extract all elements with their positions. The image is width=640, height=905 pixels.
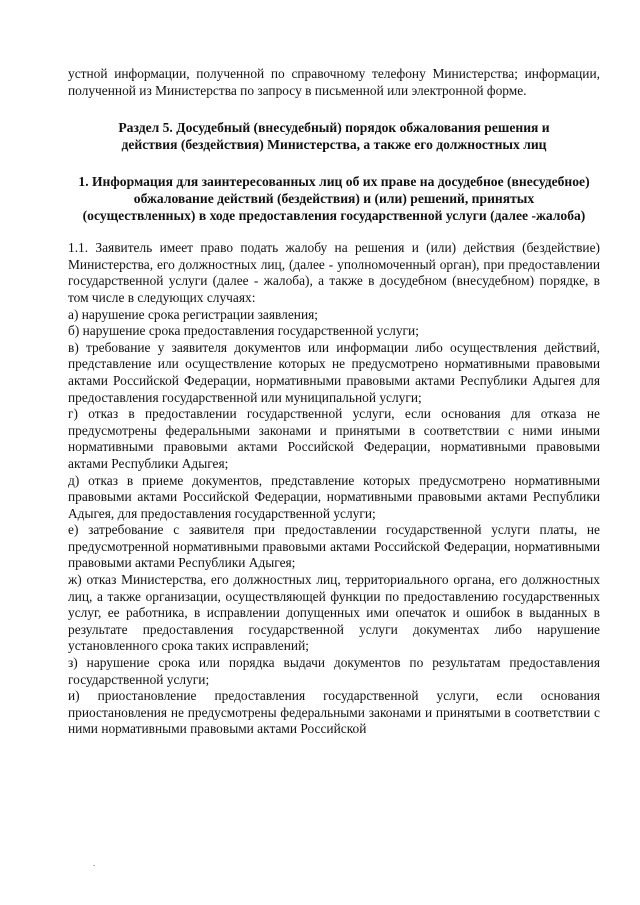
list-item: и) приостановление предоставления государственной услуги, если основания приостановления не предусмотрены федеральными законами и принятыми в соответствии с ними нормативными правовыми актами Российской xyxy=(68,688,600,737)
paragraph-1-1: 1.1. Заявитель имеет право подать жалобу на решения и (или) действия (бездействие) Министерства, его должностных лиц, (далее - уполномоченный орган), при предоставлении государственной услуги (далее - жалоба), а также в досудебном (внесудебном) порядке, в том числе в следующих случаях: xyxy=(68,240,600,305)
list-item: з) нарушение срока или порядка выдачи документов по результатам предоставления государственной услуги; xyxy=(68,655,600,687)
list-item: е) затребование с заявителя при предоставлении государственной услуги платы, не предусмотренной нормативными правовыми актами Российской Федерации, нормативными правовыми актами Республики Адыгея; xyxy=(68,522,600,571)
list-item: а) нарушение срока регистрации заявления; xyxy=(68,306,318,322)
list-item: в) требование у заявителя документов или информации либо осуществления действий, представление или осуществление которых не предусмотрено нормативными правовыми актами Российской Федерации, нормативными правовыми актами Республики Адыгея для предоставления государственной или муниципальной услуги; xyxy=(68,339,600,405)
list-item: б) нарушение срока предоставления государственной услуги; xyxy=(68,323,419,339)
list-item: д) отказ в приеме документов, представление которых предусмотрено нормативными правовыми актами Российской Федерации, нормативными правовыми актами Республики Адыгея, для предоставления государственной услуги; xyxy=(68,472,600,521)
section-5-heading: Раздел 5. Досудебный (внесудебный) порядок обжалования решения и действия (бездействия) Министерства, а также его должностных лиц xyxy=(118,120,550,153)
footer-mark: . xyxy=(93,858,96,868)
document-page xyxy=(68,66,600,738)
list-item: г) отказ в предоставлении государственной услуги, если основания для отказа не предусмотрены федеральными законами и принятыми в соответствии с ними иными нормативными правовыми актами Российской Федерации, нормативными правовыми актами Республики Адыгея; xyxy=(68,406,600,471)
list-item: ж) отказ Министерства, его должностных лиц, территориального органа, его должностных лиц, а также организации, осуществляющей функции по предоставлению государственных услуг, ее работника, в исправлении допущенных ими опечаток и ошибок в выданных в результате предоставления государственной услуги документах либо нарушение установленного срока таких исправлений; xyxy=(68,572,600,654)
subsection-1-heading: 1. Информация для заинтересованных лиц об их праве на досудебное (внесудебное) обжалование действий (бездействия) и (или) решений, принятых (осуществленных) в ходе предоставления государственной услуги (далее -жалоба) xyxy=(78,174,590,224)
intro-paragraph: устной информации, полученной по справочному телефону Министерства; информации, полученной из Министерства по запросу в письменной или электронной форме. xyxy=(68,66,600,98)
